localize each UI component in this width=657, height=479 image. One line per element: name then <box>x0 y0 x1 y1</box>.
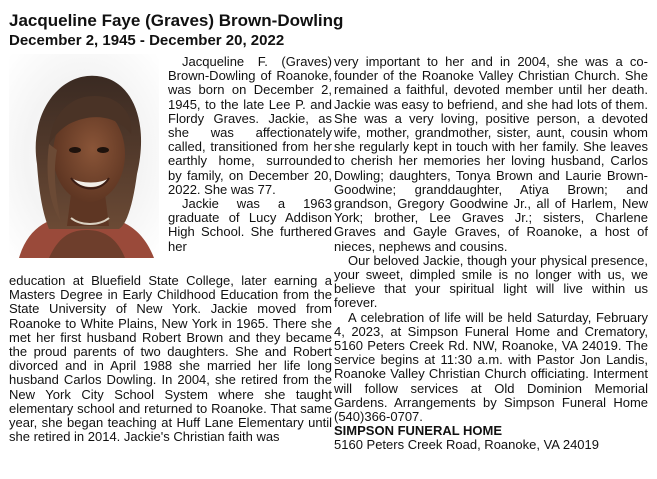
tribute-paragraph: Our beloved Jackie, though your physical presence, your sweet, dimpled smile is no longer with us, we believe that your spiritual light will live within us forever. <box>334 252 648 311</box>
faith-family-paragraph: very important to her and in 2004, she was a co-founder of the Roanoke Valley Christian Church. She remained a faithful, devoted member until her death. Jackie was easy to befriend, and she had lots of them. She was a very loving, positive person, a devoted wife, mother, grandmother, sister, aunt, cousin whom she regularly kept in touch with her family. She leaves to cherish her memories her loving husband, Carlos Dowling; daughters, Tonya Brown and Laurie Brown-Goodwine; granddaughter, Atiya Brown; and grandson, Gregory Goodwine Jr., all of Harlem, New York; brother, Lee Graves Jr.; sisters, Charlene Graves and Gayle Graves, of Roanoke, a host of nieces, nephews and cousins. <box>334 54 648 254</box>
column-2 <box>334 55 648 453</box>
column-1-top <box>168 55 332 254</box>
funeral-home-address: 5160 Peters Creek Road, Roanoke, VA 24019 <box>334 437 599 453</box>
education-paragraph-continued: education at Bluefield State College, later earning a Masters Degree in Early Childhood Education from the State University of New York. Jackie moved from Roanoke to White Plains, New York in 1965. There she met her first husband Robert Brown and they became the proud parents of two daughters. She and Robert divorced and in April 1988 she married her life long husband Carlos Dowling. In 2004, she retired from the New York City School System where she taught elementary school and returned to Roanoke. That same year, she began teaching at Huff Lane Elementary until she retired in 2014. Jackie's Christian faith was <box>9 273 332 445</box>
education-paragraph-start: Jackie was a 1963 graduate of Lucy Addison High School. She furthered her <box>168 196 332 254</box>
portrait-photo <box>9 54 159 258</box>
life-dates: December 2, 1945 - December 20, 2022 <box>9 32 285 49</box>
deceased-name: Jacqueline Faye (Graves) Brown-Dowling <box>9 11 344 30</box>
column-1-bottom <box>9 274 332 444</box>
service-details-paragraph: A celebration of life will be held Saturday, February 4, 2023, at Simpson Funeral Home and Crematory, 5160 Peters Creek Rd. NW, Roanoke, VA 24019. The service begins at 11:30 a.m. with Pastor Jon Landis, Roanoke Valley Christian Church officiating. Interment will follow services at Old Dominion Memorial Gardens. Arrangements by Simpson Funeral Home (540)366-0707. <box>334 309 648 425</box>
intro-paragraph: Jacqueline F. (Graves) Brown-Dowling of Roanoke, was born on December 2, 1945, to the late Lee P. and Flordy Graves. Jackie, as she was affectionately called, transitioned from her earthly home, surrounded by family, on December 20, 2022. She was 77. <box>168 54 332 197</box>
portrait-photo-icon <box>9 54 159 258</box>
funeral-home-name: SIMPSON FUNERAL HOME <box>334 423 503 439</box>
